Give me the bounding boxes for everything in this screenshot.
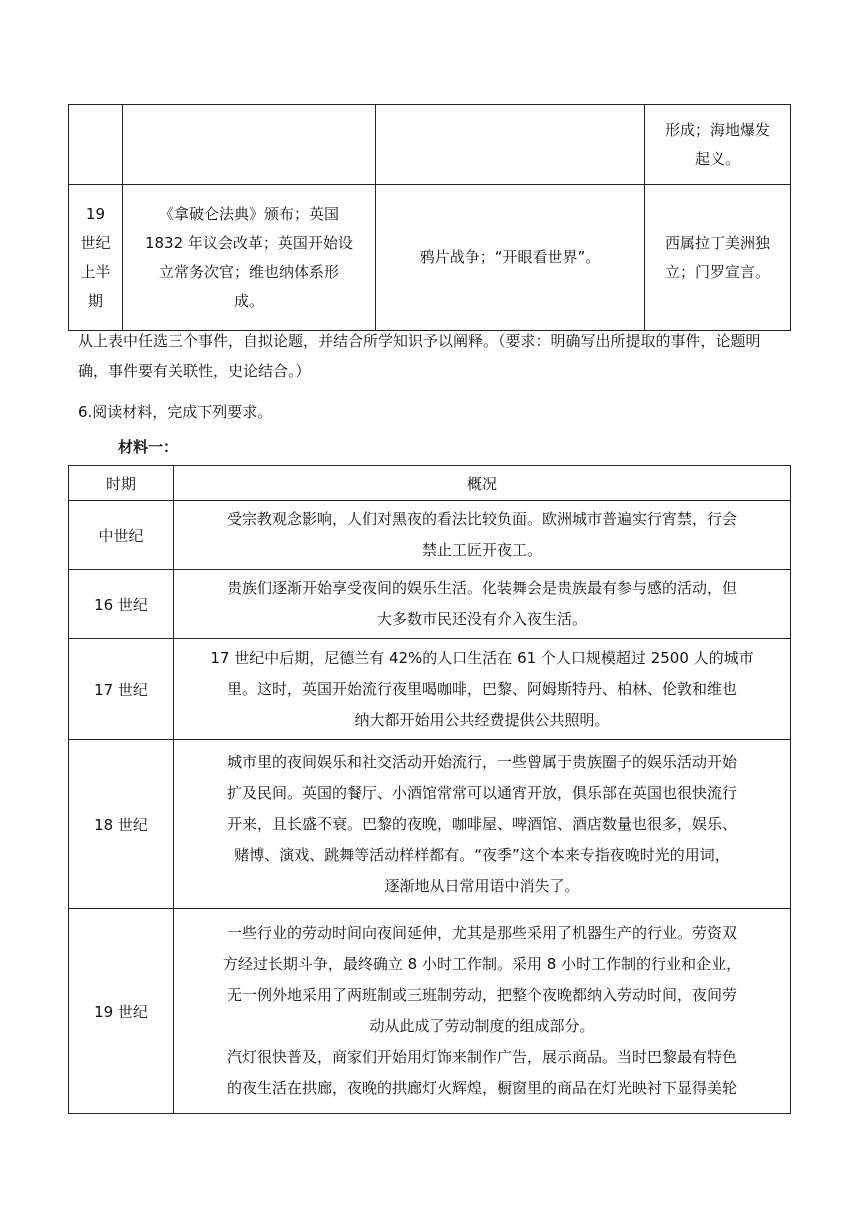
cell-line: 赌博、演戏、跳舞等活动样样都有。“夜季”这个本来专指夜晚时光的用词， [234, 845, 730, 864]
period-cell: 16 世纪 [69, 570, 174, 639]
cell-line: 西属拉丁美洲独 [664, 233, 770, 252]
column-header-period: 时期 [69, 466, 174, 501]
cell-line: 扩及民间。英国的餐厅、小酒馆常常可以通宵开放，俱乐部在英国也很快流行 [226, 783, 737, 802]
cell-line: 成。 [233, 291, 264, 310]
cell-line: 城市里的夜间娱乐和社交活动开始流行，一些曾属于贵族圈子的娱乐活动开始 [226, 752, 737, 771]
cell-line: 19 [85, 204, 105, 223]
cell-line: 纳大都开始用公共经费提供公共照明。 [354, 710, 610, 729]
cell-line: 形成；海地爆发 [664, 120, 770, 139]
cell-line: 上半 [80, 262, 111, 281]
cell-line: 的夜生活在拱廊，夜晚的拱廊灯火辉煌，橱窗里的商品在灯光映衬下显得美轮 [226, 1079, 737, 1097]
cell-line: 1832 年议会改革；英国开始设 [144, 233, 353, 252]
table-cell [122, 185, 375, 331]
table-row [69, 909, 791, 1114]
table-cell [69, 185, 123, 331]
period-cell: 18 世纪 [69, 740, 174, 909]
overview-cell [174, 501, 791, 570]
cell-line: 立；门罗宣言。 [664, 262, 770, 281]
cell-line: 汽灯很快普及，商家们开始用灯饰来制作广告，展示商品。当时巴黎最有特色 [226, 1048, 737, 1066]
cell-line: 贵族们逐渐开始享受夜间的娱乐生活。化装舞会是贵族最有参与感的活动，但 [226, 579, 737, 597]
period-cell: 中世纪 [69, 501, 174, 570]
question-prompt: 从上表中任选三个事件，自拟论题，并结合所学知识予以阐释。（要求：明确写出所提取的事件，论题明确，事件要有关联性，史论结合。） [78, 332, 761, 380]
column-header-overview: 概况 [174, 466, 791, 501]
period-cell: 17 世纪 [69, 639, 174, 740]
cell-line: 动从此成了劳动制度的组成部分。 [369, 1017, 595, 1035]
cell-line: 立常务次官；维也纳体系形 [158, 262, 339, 281]
table-row [69, 501, 791, 570]
table-row [69, 639, 791, 740]
cell-line: 受宗教观念影响，人们对黑夜的看法比较负面。欧洲城市普遍实行宵禁，行会 [226, 510, 737, 528]
period-cell: 19 世纪 [69, 909, 174, 1114]
table-header-row [69, 466, 791, 501]
history-events-table [68, 104, 791, 331]
cell-line: 期 [87, 291, 103, 310]
cell-line: 《拿破仑法典》颁布；英国 [158, 204, 339, 223]
table-cell [122, 105, 375, 185]
overview-cell [174, 740, 791, 909]
cell-line: 逐渐地从日常用语中消失了。 [384, 876, 580, 895]
table-cell [69, 105, 123, 185]
cell-line: 里。这时，英国开始流行夜里喝咖啡，巴黎、阿姆斯特丹、柏林、伦敦和维也 [226, 679, 737, 698]
night-life-table [68, 465, 791, 1114]
cell-line: 方经过长期斗争，最终确立 8 小时工作制。采用 8 小时工作制的行业和企业， [222, 955, 742, 973]
table-cell [644, 105, 790, 185]
table-cell [644, 185, 790, 331]
overview-cell [174, 570, 791, 639]
material-heading: 材料一： [118, 438, 179, 456]
cell-line: 17 世纪中后期，尼德兰有 42%的人口生活在 61 个人口规模超过 2500 人的城市 [210, 648, 754, 667]
table-row [69, 570, 791, 639]
table-cell: 鸦片战争；“开眼看世界”。 [375, 185, 644, 331]
cell-line: 世纪 [80, 233, 111, 252]
cell-line: 一些行业的劳动时间向夜间延伸，尤其是那些采用了机器生产的行业。劳资双 [226, 924, 737, 942]
table-row [69, 105, 791, 185]
overview-cell [174, 909, 791, 1114]
cell-line: 起义。 [694, 149, 740, 168]
table-row [69, 740, 791, 909]
cell-line: 大多数市民还没有介入夜生活。 [376, 610, 587, 628]
cell-line: 开来，且长盛不衰。巴黎的夜晚，咖啡屋、啤酒馆、酒店数量也很多，娱乐、 [226, 814, 737, 833]
table-row [69, 185, 791, 331]
table-cell [375, 105, 644, 185]
overview-cell [174, 639, 791, 740]
question-title: 6.阅读材料，完成下列要求。 [78, 403, 273, 421]
cell-line: 禁止工匠开夜工。 [421, 541, 542, 559]
cell-line: 无一例外地采用了两班制或三班制劳动，把整个夜晚都纳入劳动时间，夜间劳 [226, 986, 737, 1004]
